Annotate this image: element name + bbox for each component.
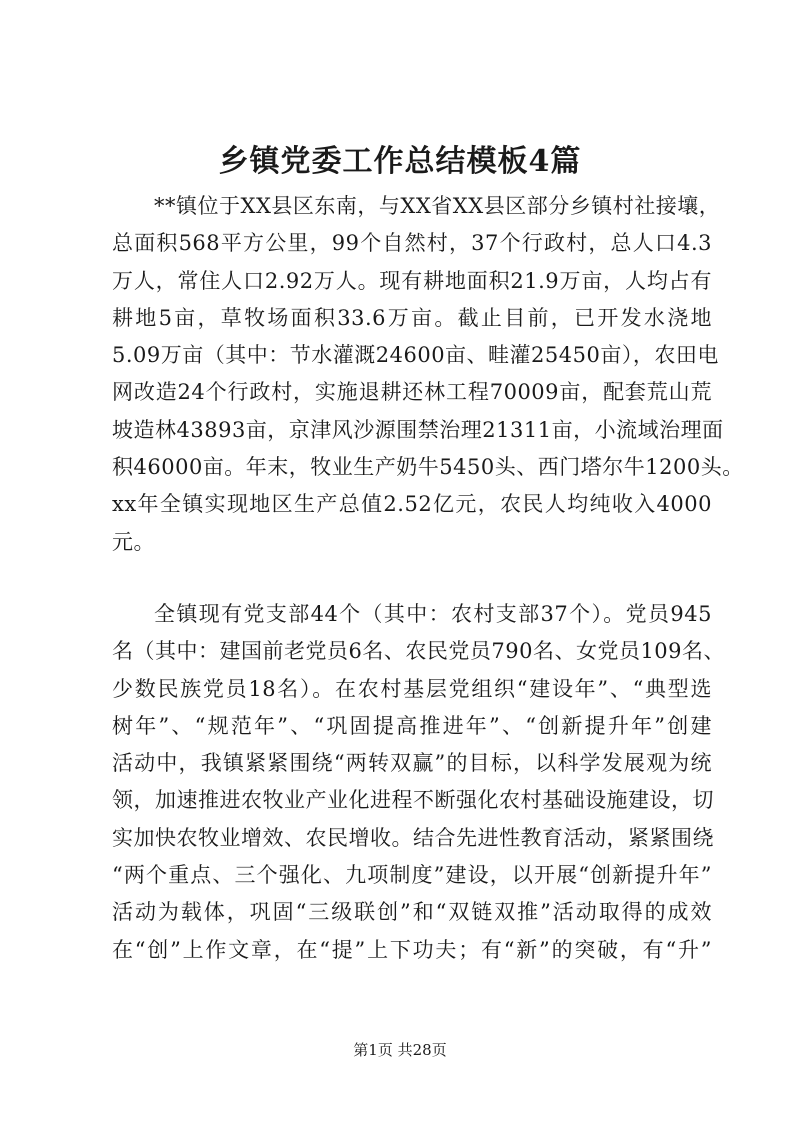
paragraph-line: 活动中，我镇紧紧围绕“两转双赢”的目标，以科学发展观为统	[112, 751, 712, 776]
paragraph-line: 元。	[112, 529, 155, 554]
paragraph-line: 树年”、“规范年”、“巩固提高推进年”、“创新提升年”创建	[112, 713, 712, 738]
paragraph-1	[112, 188, 744, 561]
paragraph-line: xx年全镇实现地区生产总值2.52亿元，农民人均纯收入4000	[112, 492, 712, 517]
paragraph-line: 少数民族党员18名）。在农村基层党组织“建设年”、“典型选	[112, 676, 712, 701]
paragraph-line: 万人，常住人口2.92万人。现有耕地面积21.9万亩，人均占有	[112, 268, 712, 293]
paragraph-line: 总面积568平方公里，99个自然村，37个行政村，总人口4.3	[112, 231, 712, 256]
paragraph-line: 名（其中：建国前老党员6名、农民党员790名、女党员109名、	[112, 639, 726, 664]
paragraph-line: 5.09万亩（其中：节水灌溉24600亩、畦灌25450亩），农田电	[112, 343, 719, 368]
paragraph-line: 在“创”上作文章，在“提”上下功夫；有“新”的突破，有“升”	[112, 937, 712, 962]
paragraph-line: **镇位于XX县区东南，与XX省XX县区部分乡镇村社接壤，	[154, 194, 721, 218]
paragraph-line: 积46000亩。年末，牧业生产奶牛5450头、西门塔尔牛1200头。	[112, 455, 744, 480]
document-title: 乡镇党委工作总结模板4篇	[218, 144, 582, 179]
paragraph-line: “两个重点、三个强化、九项制度”建设，以开展“创新提升年”	[112, 863, 712, 888]
paragraph-line: 全镇现有党支部44个（其中：农村支部37个）。党员945	[154, 602, 712, 626]
paragraph-2	[112, 596, 726, 969]
paragraph-line: 网改造24个行政村，实施退耕还林工程70009亩，配套荒山荒	[112, 380, 712, 405]
paragraph-line: 活动为载体，巩固“三级联创”和“双链双推”活动取得的成效	[112, 900, 712, 925]
paragraph-line: 领，加速推进农牧业产业化进程不断强化农村基础设施建设，切	[112, 788, 714, 813]
page-number-footer: 第1页 共28页	[353, 1041, 447, 1059]
paragraph-line: 坡造林43893亩，京津风沙源围禁治理21311亩，小流域治理面	[112, 417, 724, 442]
paragraph-line: 耕地5亩，草牧场面积33.6万亩。截止目前，已开发水浇地	[112, 305, 712, 330]
paragraph-line: 实加快农牧业增效、农民增收。结合先进性教育活动，紧紧围绕	[112, 825, 714, 850]
